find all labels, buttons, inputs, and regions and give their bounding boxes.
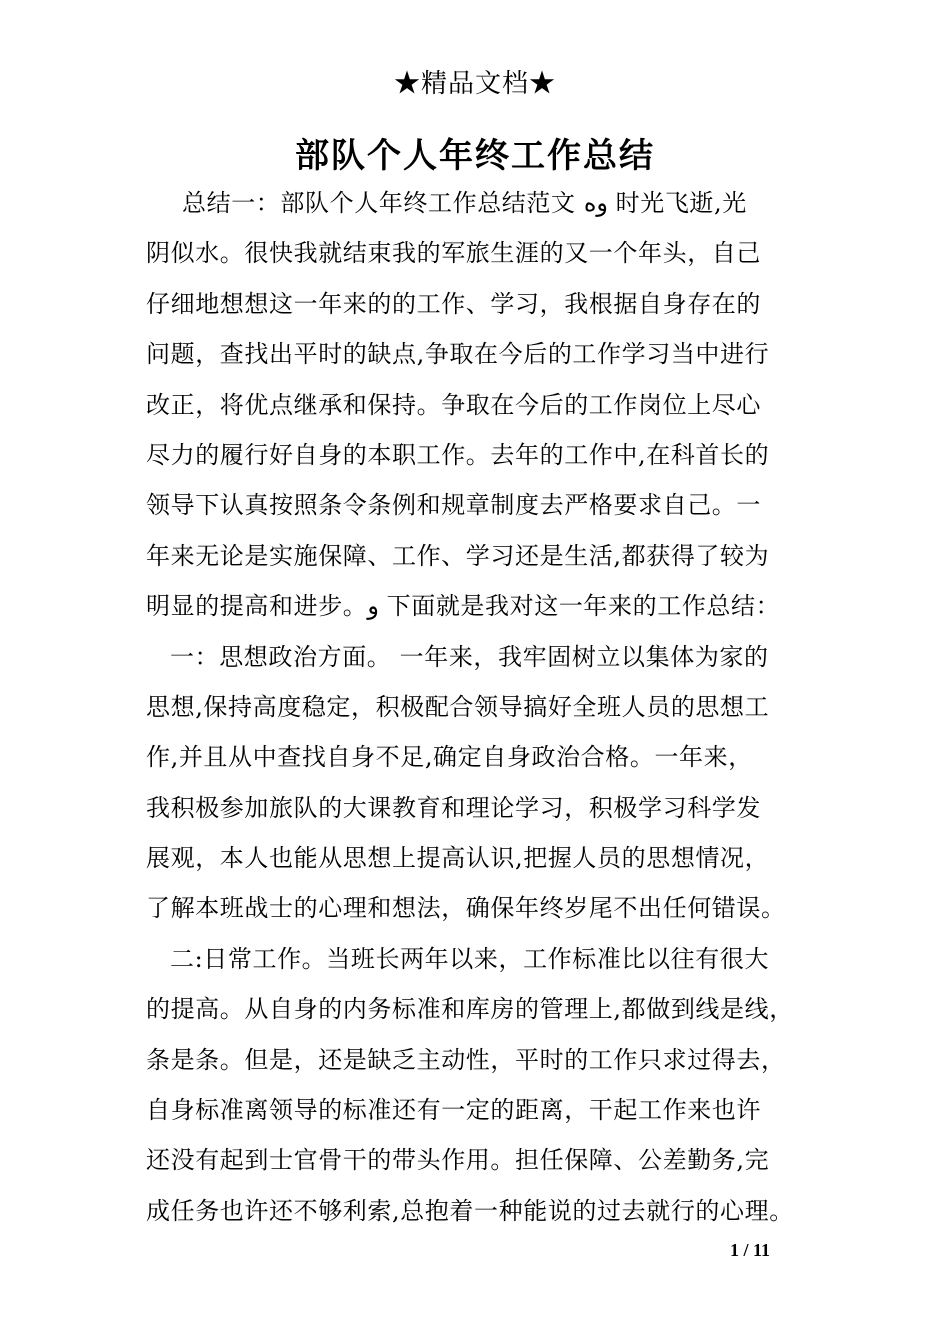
text-line: 尽力的履行好自身的本职工作。去年的工作中,在科首长的: [146, 440, 770, 469]
text-line: 自身标准离领导的标准还有一定的距离，干起工作来也许: [146, 1096, 761, 1125]
text-line: 一：思想政治方面。 一年来，我牢固树立以集体为家的: [170, 642, 769, 671]
text-line: 仔细地想想这一年来的的工作、学习，我根据自身存在的: [146, 289, 761, 318]
text-line: 思想,保持高度稳定，积极配合领导搞好全班人员的思想工: [146, 692, 770, 721]
document-title: 部队个人年终工作总结: [295, 136, 655, 176]
text-line: 领导下认真按照条令条例和规章制度去严格要求自己。一: [146, 491, 761, 520]
text-line: 二:日常工作。当班长两年以来，工作标准比以往有很大: [170, 944, 770, 973]
text-line: 阴似水。很快我就结束我的军旅生涯的又一个年头，自己: [146, 239, 761, 268]
text-line: 年来无论是实施保障、工作、学习还是生活,都获得了较为: [146, 541, 770, 570]
text-line: 条是条。但是，还是缺乏主动性，平时的工作只求过得去，: [146, 1045, 786, 1074]
text-line: 作,并且从中查找自身不足,确定自身政治合格。一年来，: [146, 743, 753, 772]
document-body: [146, 178, 816, 1236]
page-number: 1 / 11: [729, 1240, 770, 1260]
text-line: 我积极参加旅队的大课教育和理论学习，积极学习科学发: [146, 793, 761, 822]
text-line: 总结一：部队个人年终工作总结范文 وه 时光飞逝,光: [182, 189, 747, 217]
text-line: 明显的提高和进步。و 下面就是我对这一年来的工作总结：: [146, 592, 781, 621]
text-line: 问题，查找出平时的缺点,争取在今后的工作学习当中进行: [146, 340, 770, 369]
text-line: 的提高。从自身的内务标准和库房的管理上,都做到线是线，: [146, 995, 794, 1024]
text-line: 还没有起到士官骨干的带头作用。担任保障、公差勤务,完: [146, 1146, 770, 1175]
text-line: 成任务也许还不够利索,总抱着一种能说的过去就行的心理。: [146, 1196, 794, 1225]
page-header: ★精品文档★: [393, 69, 556, 99]
text-line: 展观，本人也能从思想上提高认识,把握人员的思想情况，: [146, 844, 770, 873]
text-line: 改正，将优点继承和保持。争取在今后的工作岗位上尽心: [146, 390, 761, 419]
text-line: 了解本班战士的心理和想法，确保年终岁尾不出任何错误。: [146, 894, 786, 923]
